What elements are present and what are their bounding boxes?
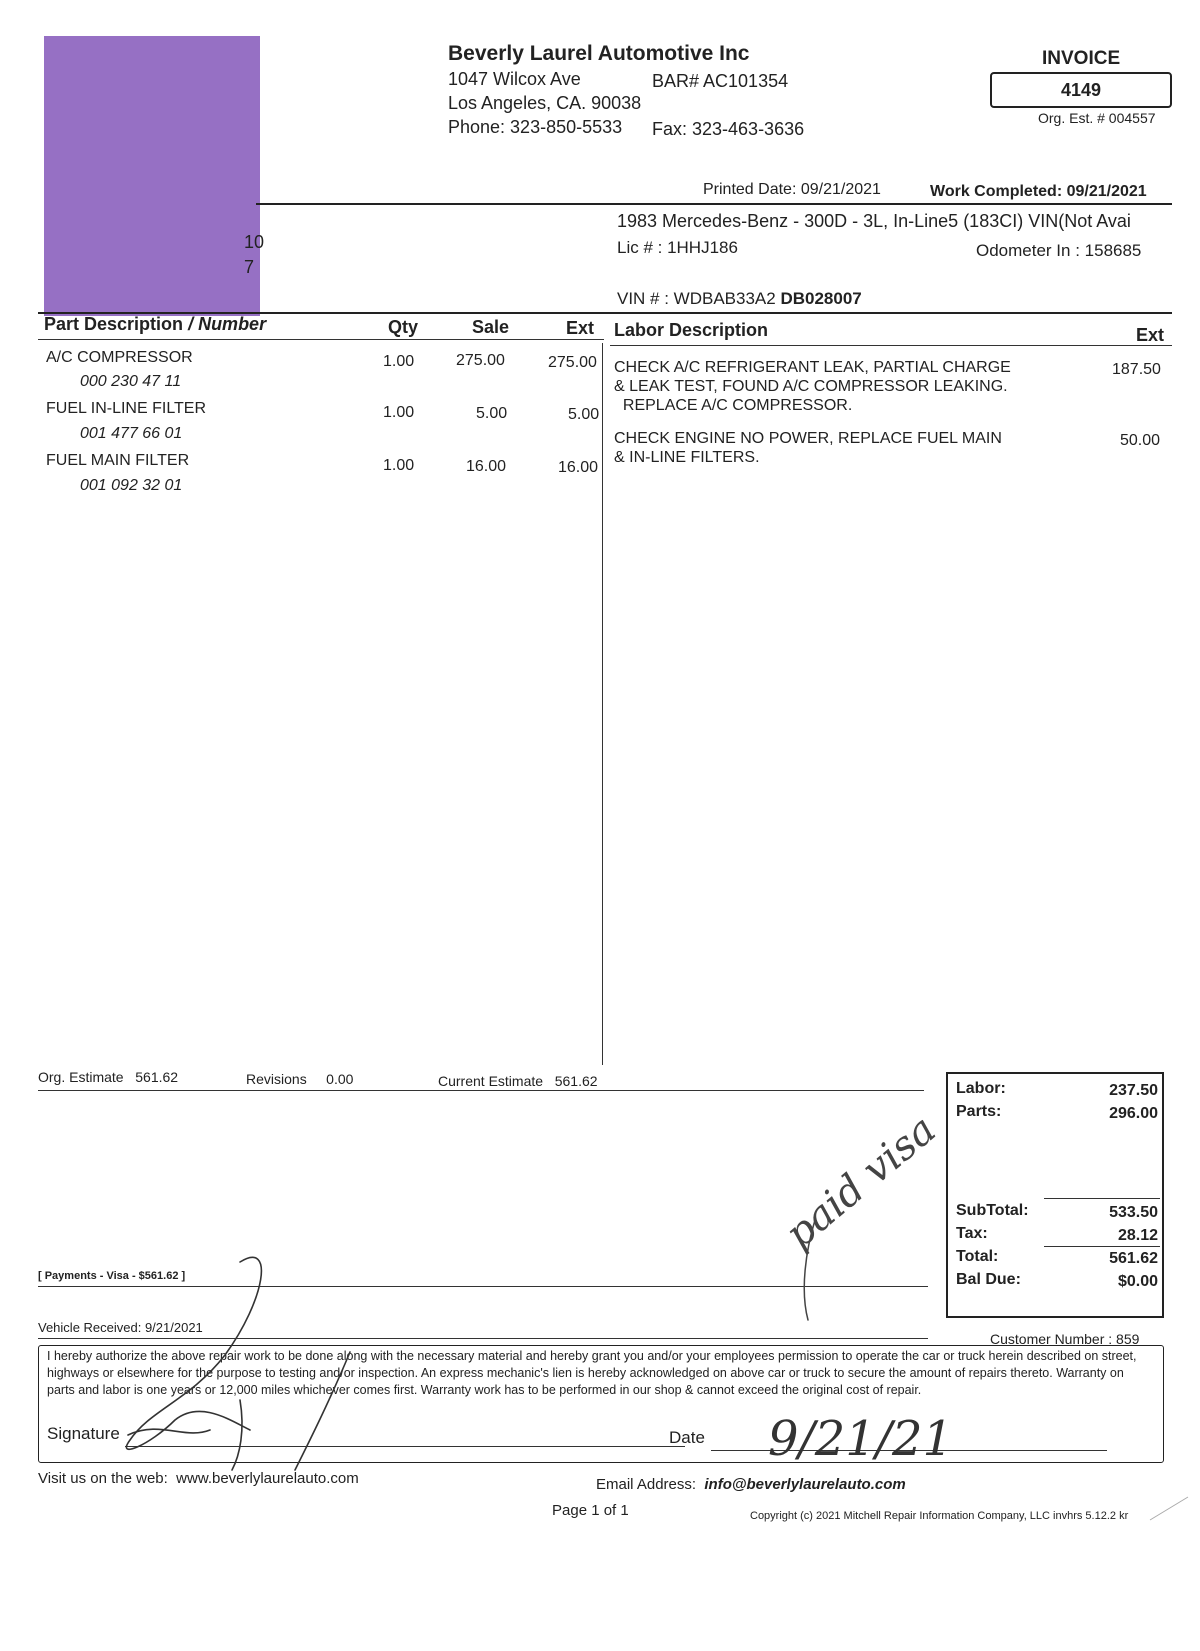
footer-email-label: Email Address: [596,1476,697,1493]
work-completed: Work Completed: 09/21/2021 [930,183,1147,200]
totals-box [946,1072,1164,1318]
part-row-2-number: 001 477 66 01 [80,425,183,442]
odometer: Odometer In : 158685 [976,241,1142,260]
part-row-1-description: A/C COMPRESSOR [46,349,193,366]
redacted-customer-block [44,36,260,316]
revisions-label: Revisions [246,1071,307,1087]
vin-label: VIN # : WDBAB33A2 [617,289,781,308]
parts-header [44,314,266,335]
labor-row-2-description [614,429,1002,467]
labor-total-label: Labor: [956,1080,1006,1097]
labor-total-value: 237.50 [1109,1082,1158,1099]
column-separator [602,343,603,1065]
vin-bold: DB028007 [780,289,862,308]
footer-email-link[interactable]: info@beverlylaurelauto.com [704,1476,906,1493]
invoice-number-box [990,72,1172,108]
total-value: 561.62 [1109,1250,1158,1267]
signature-label: Signature [47,1424,120,1443]
subtotal-value: 533.50 [1109,1204,1158,1221]
header-divider [256,203,1172,205]
labor-row-1-ext: 187.50 [1112,361,1161,378]
labor-header-divider [610,345,1172,346]
footer-web-link[interactable]: www.beverlylaurelauto.com [176,1470,359,1487]
handwritten-note-text: paid visa [776,1106,945,1258]
authorization-terms: I hereby authorize the above repair work to be done along with the necessary material and hereby grant you and/or your employees permission to operate the car or truck herein described on street, highways or elsewhere for the purpose to testing and/or inspection. An express mechanic's lien is hereby acknowledged on above car or truck to secure the amount of repairs thereto. Warranty on parts and labor is one years or 12,000 miles whichever comes first. Warranty work has to be performed in our shop & cannot exceed the original cost of repair. [47,1349,1137,1397]
org-estimate [38,1069,178,1085]
org-estimate-label: Org. Estimate [38,1069,124,1085]
part-row-3-qty: 1.00 [383,457,415,474]
part-row-1-ext: 275.00 [548,354,597,371]
shop-city: Los Angeles, CA. 90038 [448,93,642,113]
shop-fax: Fax: 323-463-3636 [652,119,805,139]
tax-label: Tax: [956,1225,988,1242]
part-row-1-qty: 1.00 [383,353,415,370]
bal-due-label: Bal Due: [956,1271,1021,1288]
authorization-box [38,1345,1164,1463]
customer-number: Customer Number : 859 [990,1331,1140,1347]
part-row-2-ext: 5.00 [568,406,600,423]
parts-total-value: 296.00 [1109,1105,1158,1122]
org-est-number: Org. Est. # 004557 [1038,110,1156,126]
vin [617,289,862,309]
labor-header-description: Labor Description [614,320,769,340]
parts-header-sale: Sale [472,317,510,337]
org-estimate-value: 561.62 [135,1069,179,1085]
bal-due-value: $0.00 [1117,1273,1158,1290]
handwritten-date: 9/21/21 [768,1411,954,1467]
footer-web-label: Visit us on the web: [38,1470,168,1487]
tax-value: 28.12 [1117,1227,1158,1244]
total-label: Total: [956,1248,999,1265]
part-row-1-number: 000 230 47 11 [80,373,182,390]
page-number: Page 1 of 1 [552,1502,629,1519]
footer-web [38,1470,359,1487]
parts-header-description: Part Description [44,314,184,334]
labor-row-2-ext: 50.00 [1120,432,1161,449]
edge-marks [1150,1497,1188,1520]
current-estimate-value: 561.62 [554,1073,598,1089]
parts-header-qty: Qty [388,317,419,337]
vehicle-received: Vehicle Received: 9/21/2021 [38,1320,203,1335]
parts-header-number: / Number [188,314,267,334]
handwritten-note [777,1106,945,1320]
labor-row-1-line-2: & LEAK TEST, FOUND A/C COMPRESSOR LEAKING. [614,378,1008,395]
date-line [711,1450,1107,1451]
customer-fragment-1: 10 [244,232,265,252]
signature-line [125,1446,685,1447]
part-row-3-description: FUEL MAIN FILTER [46,452,190,469]
estimate-divider [38,1090,924,1091]
part-row-2-qty: 1.00 [383,404,415,421]
labor-row-2-line-2: & IN-LINE FILTERS. [614,449,760,466]
labor-header-ext: Ext [1136,325,1165,345]
parts-header-ext: Ext [566,318,595,338]
invoice-label: INVOICE [1042,48,1121,69]
total-rule [1044,1246,1160,1247]
labor-row-1-line-3: REPLACE A/C COMPRESSOR. [614,397,853,414]
current-estimate [438,1073,598,1089]
labor-row-2-line-1: CHECK ENGINE NO POWER, REPLACE FUEL MAIN [614,430,1002,447]
part-row-3-sale: 16.00 [466,458,507,475]
part-row-1-sale: 275.00 [456,352,505,369]
revisions [246,1071,353,1087]
customer-fragment-2: 7 [244,257,255,277]
labor-row-1-description [614,358,1011,415]
subtotal-rule [1044,1198,1160,1199]
part-row-2-description: FUEL IN-LINE FILTER [46,400,207,417]
shop-name: Beverly Laurel Automotive Inc [448,42,750,65]
part-row-3-ext: 16.00 [558,459,599,476]
received-divider [38,1338,928,1339]
part-row-2-sale: 5.00 [476,405,508,422]
part-row-3-number: 001 092 32 01 [80,477,183,494]
vehicle-description: 1983 Mercedes-Benz - 300D - 3L, In-Line5 (183CI) VIN(Not Avai [617,211,1131,231]
payments-line: [ Payments - Visa - $561.62 ] [38,1270,186,1282]
footer-email [596,1476,906,1493]
shop-address: 1047 Wilcox Ave [448,69,581,89]
parts-header-divider [38,339,604,340]
revisions-value: 0.00 [326,1071,354,1087]
shop-phone: Phone: 323-850-5533 [448,117,623,137]
payments-divider [38,1286,928,1287]
license-plate: Lic # : 1HHJ186 [617,238,738,257]
current-estimate-label: Current Estimate [438,1073,544,1089]
parts-total-label: Parts: [956,1103,1002,1120]
subtotal-label: SubTotal: [956,1202,1029,1219]
bar-number: BAR# AC101354 [652,71,789,91]
copyright: Copyright (c) 2021 Mitchell Repair Information Company, LLC invhrs 5.12.2 kr [750,1510,1129,1522]
invoice-number: 4149 [1060,79,1102,100]
date-label: Date [669,1428,705,1447]
labor-row-1-line-1: CHECK A/C REFRIGERANT LEAK, PARTIAL CHARGE [614,359,1011,376]
printed-date: Printed Date: 09/21/2021 [703,181,881,198]
